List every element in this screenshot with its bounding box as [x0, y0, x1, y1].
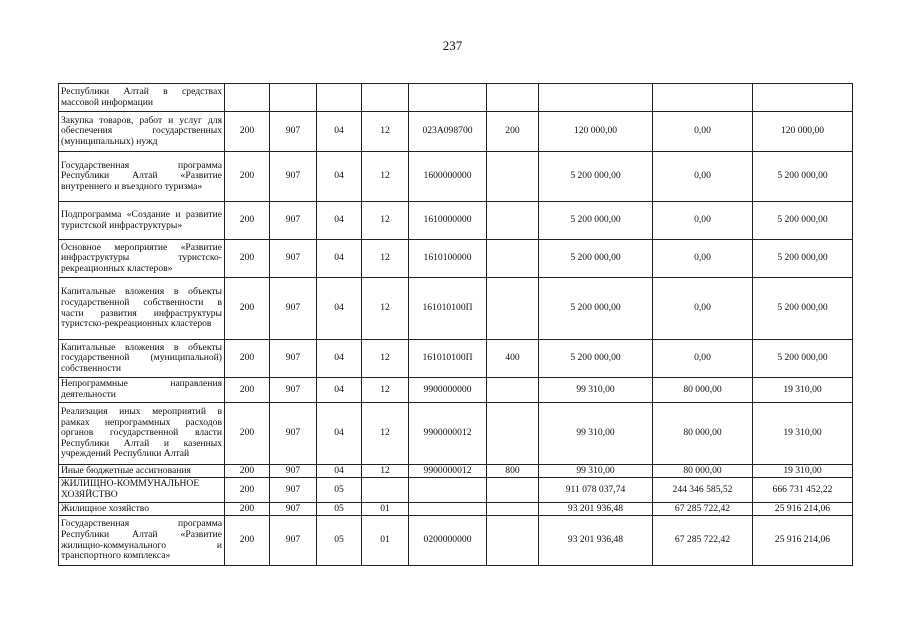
cell-c6: [487, 278, 539, 340]
row-name: Капитальные вложения в объекты государственной собственности в части развития инфраструктуры туристско-рекреационных кластеров: [59, 278, 225, 340]
cell-c7: 93 201 936,48: [539, 503, 653, 516]
cell-c6: [487, 152, 539, 202]
cell-c5: [409, 84, 487, 112]
cell-c1: 200: [225, 112, 270, 152]
cell-c6: 800: [487, 465, 539, 478]
cell-c6: [487, 84, 539, 112]
table-row: [59, 152, 853, 202]
cell-c6: [487, 516, 539, 566]
table-row: [59, 278, 853, 340]
cell-c9: 5 200 000,00: [753, 152, 853, 202]
cell-c4: 12: [362, 202, 409, 240]
cell-c9: 5 200 000,00: [753, 278, 853, 340]
cell-c1: [225, 84, 270, 112]
row-name: Иные бюджетные ассигнования: [59, 465, 225, 478]
cell-c1: 200: [225, 278, 270, 340]
cell-c4: 01: [362, 516, 409, 566]
cell-c6: [487, 503, 539, 516]
cell-c7: [539, 84, 653, 112]
cell-c6: [487, 202, 539, 240]
cell-c9: [753, 84, 853, 112]
table-row: [59, 465, 853, 478]
cell-c2: 907: [270, 112, 317, 152]
cell-c8: 0,00: [653, 112, 753, 152]
cell-c9: 19 310,00: [753, 378, 853, 403]
cell-c7: 5 200 000,00: [539, 240, 653, 278]
cell-c7: 99 310,00: [539, 403, 653, 465]
cell-c2: 907: [270, 202, 317, 240]
cell-c6: [487, 378, 539, 403]
cell-c5: 1610100000: [409, 240, 487, 278]
row-name: Непрограммные направления деятельности: [59, 378, 225, 403]
table-row: [59, 378, 853, 403]
cell-c1: 200: [225, 202, 270, 240]
cell-c2: 907: [270, 465, 317, 478]
table-row: [59, 340, 853, 378]
cell-c1: 200: [225, 152, 270, 202]
cell-c8: 67 285 722,42: [653, 516, 753, 566]
cell-c4: 12: [362, 152, 409, 202]
cell-c9: 666 731 452,22: [753, 478, 853, 503]
cell-c5: 0200000000: [409, 516, 487, 566]
cell-c3: 04: [317, 278, 362, 340]
row-name: ЖИЛИЩНО-КОММУНАЛЬНОЕ ХОЗЯЙСТВО: [59, 478, 225, 503]
cell-c3: 05: [317, 503, 362, 516]
cell-c3: 04: [317, 340, 362, 378]
cell-c3: [317, 84, 362, 112]
cell-c4: 12: [362, 112, 409, 152]
cell-c3: 04: [317, 378, 362, 403]
table-row: [59, 478, 853, 503]
cell-c9: 120 000,00: [753, 112, 853, 152]
cell-c3: 05: [317, 516, 362, 566]
cell-c1: 200: [225, 516, 270, 566]
cell-c1: 200: [225, 340, 270, 378]
cell-c5: 1600000000: [409, 152, 487, 202]
cell-c4: 12: [362, 403, 409, 465]
cell-c2: 907: [270, 503, 317, 516]
cell-c7: 120 000,00: [539, 112, 653, 152]
cell-c5: 161010100П: [409, 278, 487, 340]
table-row: [59, 503, 853, 516]
cell-c4: 12: [362, 465, 409, 478]
cell-c7: 5 200 000,00: [539, 278, 653, 340]
cell-c6: 200: [487, 112, 539, 152]
cell-c3: 04: [317, 112, 362, 152]
cell-c3: 04: [317, 240, 362, 278]
row-name: Государственная программа Республики Алтай «Развитие внутреннего и въездного туризма»: [59, 152, 225, 202]
cell-c2: 907: [270, 403, 317, 465]
cell-c6: [487, 403, 539, 465]
row-name: Капитальные вложения в объекты государственной (муниципальной) собственности: [59, 340, 225, 378]
cell-c2: 907: [270, 152, 317, 202]
table-row: [59, 240, 853, 278]
cell-c7: 5 200 000,00: [539, 152, 653, 202]
row-name: Жилищное хозяйство: [59, 503, 225, 516]
cell-c5: 161010100П: [409, 340, 487, 378]
cell-c2: [270, 84, 317, 112]
table-row: [59, 112, 853, 152]
row-name: Реализация иных мероприятий в рамках непрограммных расходов органов государственной власти Республики Алтай и казенных учреждений Республики Алтай: [59, 403, 225, 465]
cell-c5: 9900000012: [409, 403, 487, 465]
cell-c8: [653, 84, 753, 112]
cell-c8: 0,00: [653, 152, 753, 202]
table-row: [59, 202, 853, 240]
cell-c7: 911 078 037,74: [539, 478, 653, 503]
page-number: 237: [442, 38, 463, 53]
cell-c4: 12: [362, 278, 409, 340]
budget-table: [58, 83, 853, 566]
cell-c7: 5 200 000,00: [539, 340, 653, 378]
cell-c8: 80 000,00: [653, 403, 753, 465]
cell-c9: 25 916 214,06: [753, 516, 853, 566]
table-row: [59, 403, 853, 465]
table-row: [59, 84, 853, 112]
cell-c4: 12: [362, 378, 409, 403]
cell-c7: 93 201 936,48: [539, 516, 653, 566]
row-name: Основное мероприятие «Развитие инфраструктуры туристско-рекреационных кластеров»: [59, 240, 225, 278]
cell-c4: 12: [362, 340, 409, 378]
cell-c9: 5 200 000,00: [753, 202, 853, 240]
cell-c7: 99 310,00: [539, 465, 653, 478]
cell-c9: 19 310,00: [753, 465, 853, 478]
cell-c1: 200: [225, 240, 270, 278]
cell-c9: 19 310,00: [753, 403, 853, 465]
cell-c8: 244 346 585,52: [653, 478, 753, 503]
cell-c5: 1610000000: [409, 202, 487, 240]
cell-c1: 200: [225, 503, 270, 516]
cell-c7: 99 310,00: [539, 378, 653, 403]
cell-c6: 400: [487, 340, 539, 378]
row-name: Подпрограмма «Создание и развитие туристской инфраструктуры»: [59, 202, 225, 240]
cell-c2: 907: [270, 516, 317, 566]
cell-c4: [362, 478, 409, 503]
cell-c2: 907: [270, 478, 317, 503]
cell-c3: 04: [317, 202, 362, 240]
cell-c6: [487, 478, 539, 503]
cell-c5: 9900000012: [409, 465, 487, 478]
row-name: Закупка товаров, работ и услуг для обеспечения государственных (муниципальных) нужд: [59, 112, 225, 152]
cell-c8: 0,00: [653, 240, 753, 278]
cell-c8: 80 000,00: [653, 465, 753, 478]
cell-c3: 04: [317, 403, 362, 465]
cell-c8: 0,00: [653, 340, 753, 378]
cell-c4: 01: [362, 503, 409, 516]
cell-c1: 200: [225, 378, 270, 403]
cell-c3: 04: [317, 152, 362, 202]
cell-c5: [409, 478, 487, 503]
budget-table-body: [59, 84, 853, 566]
cell-c1: 200: [225, 478, 270, 503]
table-row: [59, 516, 853, 566]
cell-c3: 04: [317, 465, 362, 478]
cell-c5: 9900000000: [409, 378, 487, 403]
cell-c8: 67 285 722,42: [653, 503, 753, 516]
cell-c9: 5 200 000,00: [753, 340, 853, 378]
cell-c9: 5 200 000,00: [753, 240, 853, 278]
cell-c2: 907: [270, 378, 317, 403]
cell-c8: 80 000,00: [653, 378, 753, 403]
cell-c1: 200: [225, 403, 270, 465]
row-name: Государственная программа Республики Алтай «Развитие жилищно-коммунального и транспортного комплекса»: [59, 516, 225, 566]
cell-c4: [362, 84, 409, 112]
cell-c5: 023A098700: [409, 112, 487, 152]
row-name: Республики Алтай в средствах массовой информации: [59, 84, 225, 112]
cell-c7: 5 200 000,00: [539, 202, 653, 240]
cell-c5: [409, 503, 487, 516]
cell-c2: 907: [270, 340, 317, 378]
cell-c4: 12: [362, 240, 409, 278]
cell-c3: 05: [317, 478, 362, 503]
cell-c1: 200: [225, 465, 270, 478]
cell-c2: 907: [270, 278, 317, 340]
cell-c6: [487, 240, 539, 278]
cell-c8: 0,00: [653, 202, 753, 240]
cell-c9: 25 916 214,06: [753, 503, 853, 516]
cell-c2: 907: [270, 240, 317, 278]
cell-c8: 0,00: [653, 278, 753, 340]
